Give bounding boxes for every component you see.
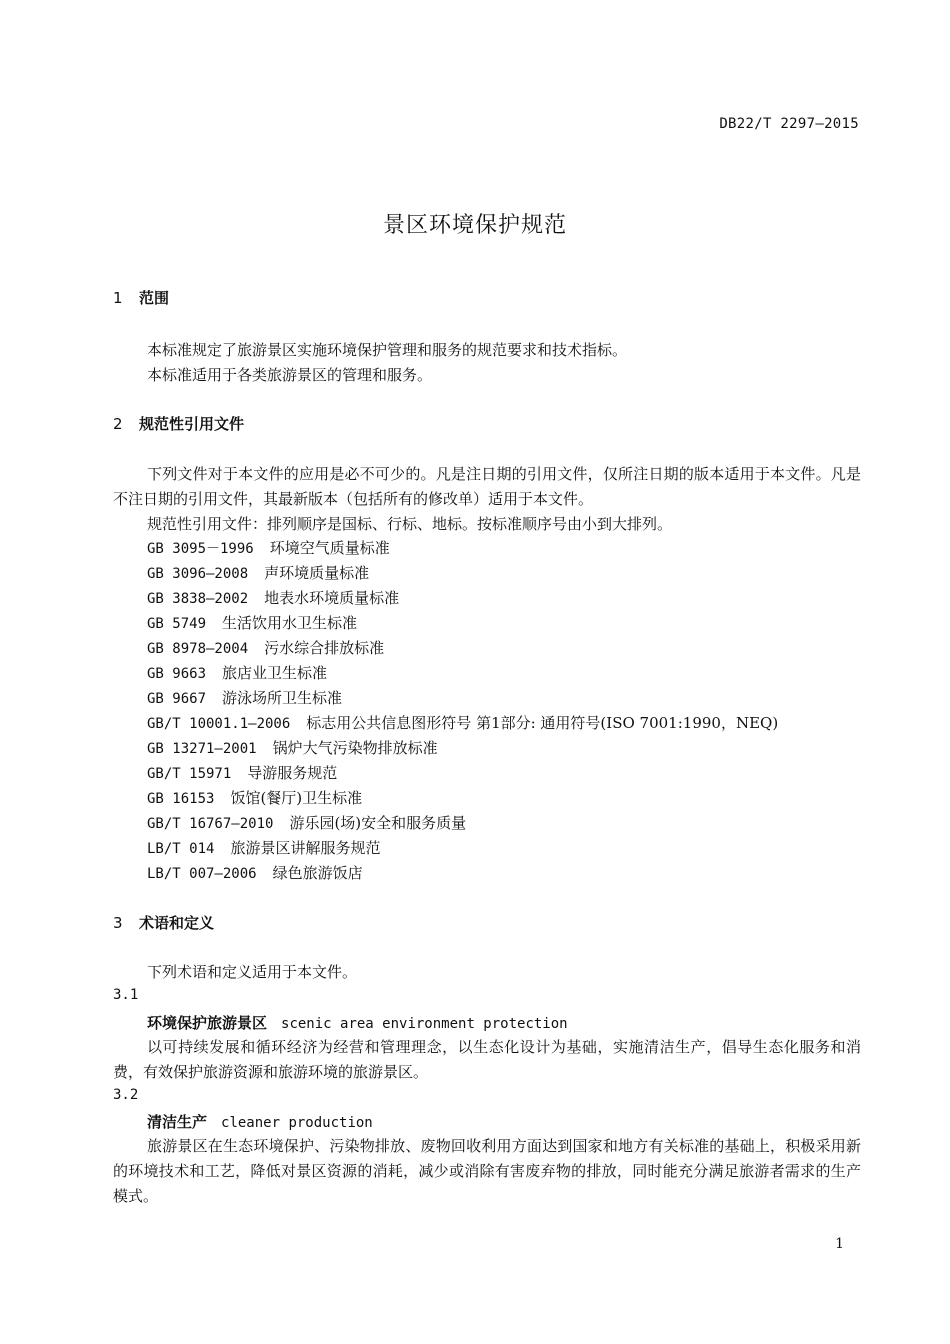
section-1-heading — [113, 287, 169, 308]
reference-item — [147, 687, 342, 708]
reference-item — [147, 812, 466, 833]
term-definition: 以可持续发展和循环经济为经营和管理理念，以生态化设计为基础，实施清洁生产，倡导生态化服务和消费，有效保护旅游资源和旅游环境的旅游景区。 — [113, 1038, 861, 1081]
term-heading — [147, 1111, 373, 1132]
reference-item — [147, 637, 384, 658]
reference-title: 旅游景区讲解服务规范 — [230, 839, 381, 857]
term-number: 3.1 — [113, 987, 139, 1003]
reference-title: 声环境质量标准 — [264, 564, 370, 582]
reference-code: GB 5749 — [147, 616, 207, 632]
reference-item — [147, 662, 327, 683]
document-code: DB22/T 2297—2015 — [719, 116, 859, 132]
reference-code: GB/T 16767—2010 — [147, 816, 274, 832]
reference-code: GB 13271—2001 — [147, 741, 257, 757]
reference-code: GB 8978—2004 — [147, 641, 249, 657]
term-heading — [147, 1012, 568, 1033]
reference-code: GB 16153 — [147, 791, 215, 807]
paragraph: 本标准适用于各类旅游景区的管理和服务。 — [147, 366, 433, 384]
reference-code: LB/T 007—2006 — [147, 866, 257, 882]
section-3-heading — [113, 912, 214, 933]
reference-title: 导游服务规范 — [247, 764, 338, 782]
reference-title: 绿色旅游饭店 — [272, 864, 363, 882]
section-2-heading — [113, 413, 244, 434]
term-english: cleaner production — [221, 1115, 373, 1131]
reference-code: GB 3096—2008 — [147, 566, 249, 582]
term-name: 环境保护旅游景区 — [147, 1014, 268, 1032]
reference-item — [147, 787, 362, 808]
reference-item — [147, 837, 380, 858]
reference-title: 污水综合排放标准 — [264, 639, 385, 657]
reference-title: 游乐园(场)安全和服务质量 — [289, 814, 467, 832]
reference-title: 标志用公共信息图形符号 第1部分: 通用符号(ISO 7001:1990，NEQ) — [306, 714, 779, 732]
reference-item — [147, 562, 369, 583]
reference-title: 生活饮用水卫生标准 — [222, 614, 358, 632]
section-title: 术语和定义 — [139, 914, 215, 932]
reference-title: 旅店业卫生标准 — [222, 664, 328, 682]
reference-item — [147, 862, 363, 883]
reference-code: GB/T 15971 — [147, 766, 232, 782]
reference-title: 环境空气质量标准 — [269, 539, 390, 557]
section-number: 2 — [113, 415, 123, 433]
document-title: 景区环境保护规范 — [382, 213, 567, 238]
section-number: 1 — [113, 289, 123, 307]
paragraph: 本标准规定了旅游景区实施环境保护管理和服务的规范要求和技术指标。 — [147, 341, 628, 359]
section-title: 规范性引用文件 — [139, 415, 245, 433]
term-name: 清洁生产 — [147, 1113, 208, 1131]
reference-code: LB/T 014 — [147, 841, 215, 857]
reference-title: 锅炉大气污染物排放标准 — [272, 739, 438, 757]
reference-title: 地表水环境质量标准 — [264, 589, 400, 607]
paragraph: 下列术语和定义适用于本文件。 — [147, 963, 358, 981]
page-number: 1 — [835, 1236, 844, 1252]
reference-code: GB 9667 — [147, 691, 207, 707]
paragraph: 规范性引用文件：排列顺序是国标、行标、地标。按标准顺序号由小到大排列。 — [147, 515, 673, 533]
reference-code: GB 3838—2002 — [147, 591, 249, 607]
reference-item — [147, 587, 399, 608]
reference-code: GB 9663 — [147, 666, 207, 682]
reference-item — [147, 612, 357, 633]
reference-item — [147, 762, 337, 783]
term-english: scenic area environment protection — [281, 1016, 568, 1032]
term-definition: 旅游景区在生态环境保护、污染物排放、废物回收利用方面达到国家和地方有关标准的基础上，积极采用新的环境技术和工艺，降低对景区资源的消耗，减少或消除有害废弃物的排放，同时能充分满足旅游者需求的生产模式。 — [113, 1137, 861, 1205]
reference-code: GB 3095－1996 — [147, 541, 254, 557]
term-number: 3.2 — [113, 1087, 139, 1103]
reference-code: GB/T 10001.1—2006 — [147, 716, 291, 732]
paragraph: 下列文件对于本文件的应用是必不可少的。凡是注日期的引用文件，仅所注日期的版本适用于本文件。凡是不注日期的引用文件，其最新版本（包括所有的修改单）适用于本文件。 — [113, 465, 861, 508]
section-title: 范围 — [139, 289, 170, 307]
reference-title: 饭馆(餐厅)卫生标准 — [230, 789, 363, 807]
reference-title: 游泳场所卫生标准 — [222, 689, 343, 707]
reference-item — [147, 712, 778, 733]
reference-item — [147, 537, 390, 558]
reference-item — [147, 737, 438, 758]
section-number: 3 — [113, 914, 123, 932]
